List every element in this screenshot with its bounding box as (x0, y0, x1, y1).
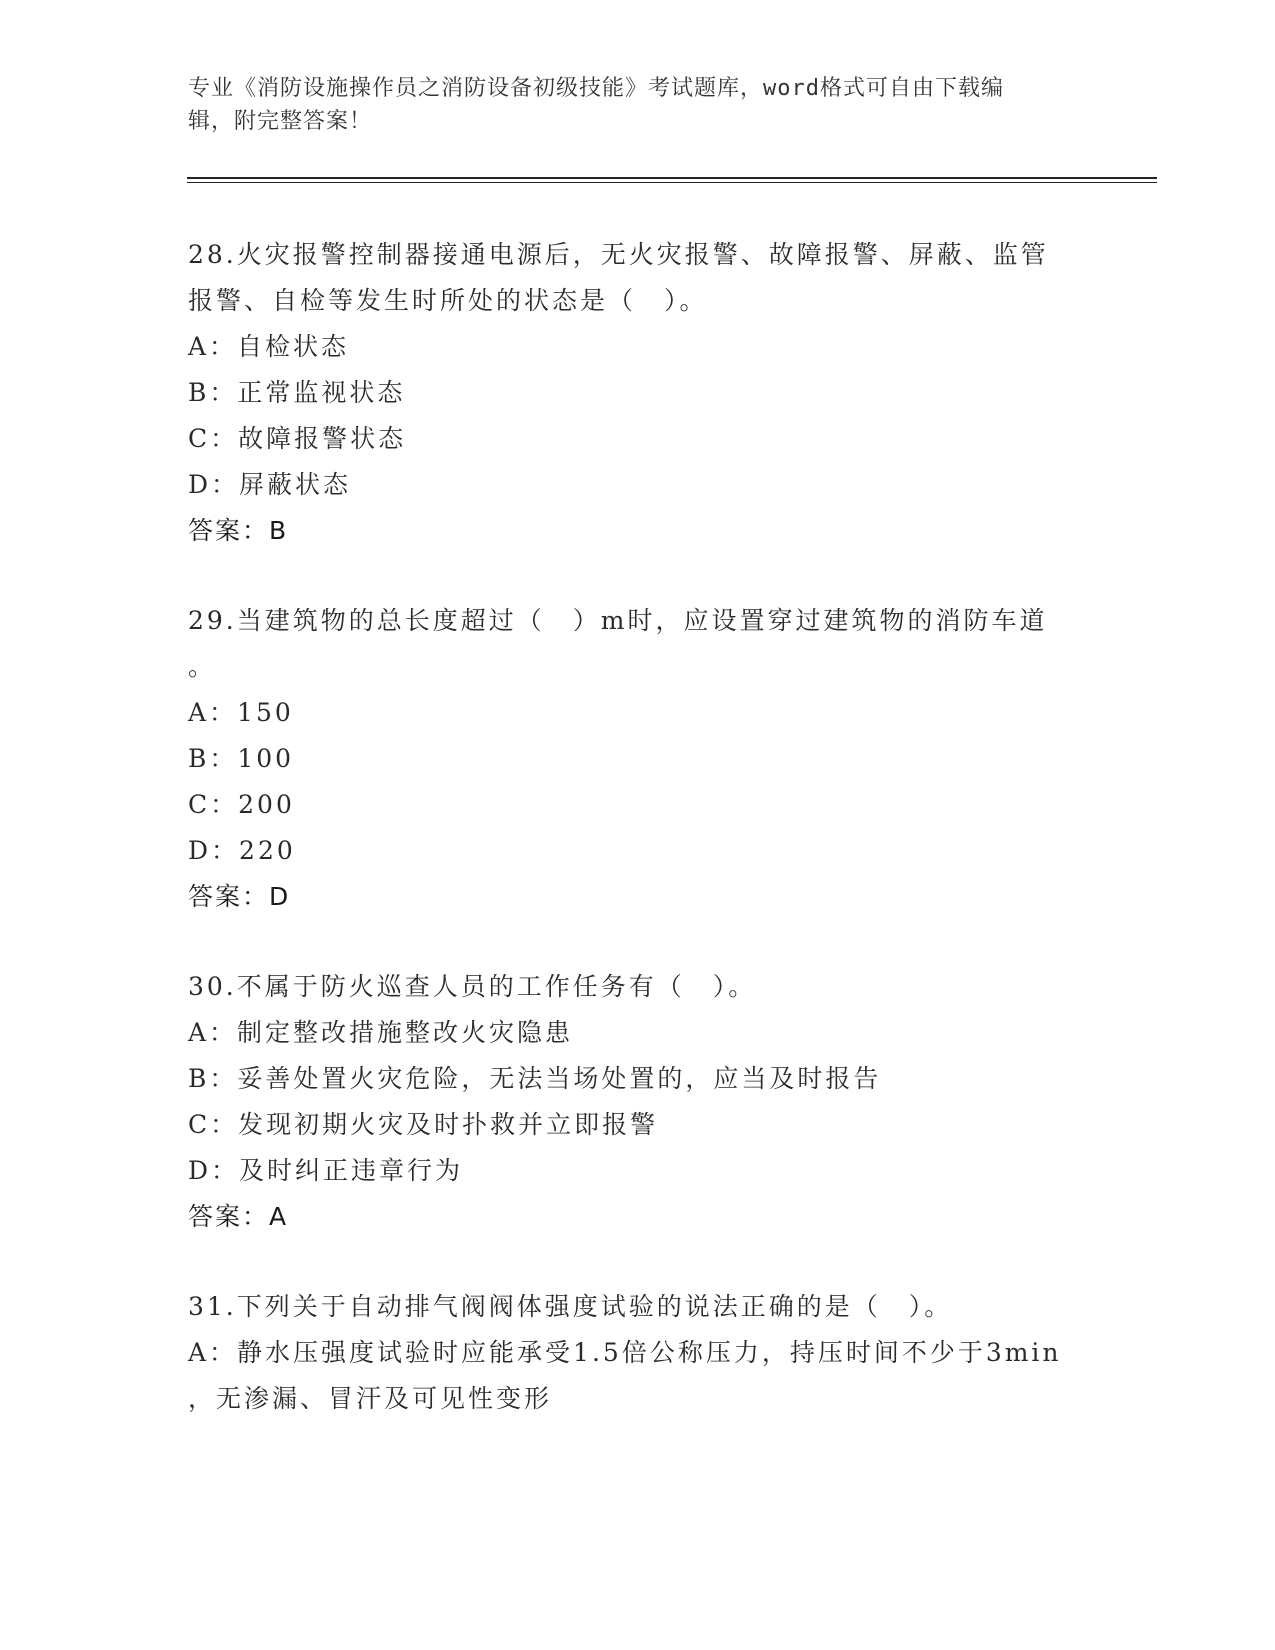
question-gap (188, 920, 1088, 964)
question-stem-line: 。 (188, 652, 217, 681)
header-rule-thin (187, 182, 1157, 183)
answer-label: 答案：D (188, 882, 291, 911)
option-a: A：制定整改措施整改火灾隐患 (188, 1018, 574, 1047)
option-d: D：屏蔽状态 (188, 470, 352, 499)
question-stem-line: 28.火灾报警控制器接通电源后，无火灾报警、故障报警、屏蔽、监管 (188, 240, 1049, 269)
option-c: C：故障报警状态 (188, 424, 407, 453)
question-gap (188, 1240, 1088, 1284)
option-a: A：静水压强度试验时应能承受1.5倍公称压力，持压时间不少于3min (188, 1338, 1062, 1367)
question-30 (188, 964, 1088, 1240)
option-b: B：100 (188, 744, 295, 773)
header-line-2: 辑，附完整答案！ (188, 109, 373, 134)
question-31 (188, 1284, 1088, 1422)
option-b: B：正常监视状态 (188, 378, 406, 407)
question-list (188, 232, 1088, 1422)
answer-label: 答案：A (188, 1202, 289, 1231)
question-stem-line: 30.不属于防火巡查人员的工作任务有（ ）。 (188, 972, 757, 1001)
header-rule-thick (187, 177, 1157, 179)
option-d: D：220 (188, 836, 296, 865)
question-stem-line: 31.下列关于自动排气阀阀体强度试验的说法正确的是（ ）。 (188, 1292, 953, 1321)
option-a: A：150 (188, 698, 294, 727)
option-d: D：及时纠正违章行为 (188, 1156, 464, 1185)
document-header (188, 72, 1088, 138)
option-c: C：发现初期火灾及时扑救并立即报警 (188, 1110, 659, 1139)
question-gap (188, 554, 1088, 598)
answer-label: 答案：B (188, 516, 289, 545)
header-line-1: 专业《消防设施操作员之消防设备初级技能》考试题库，word格式可自由下载编 (188, 76, 1004, 101)
question-stem-line: 报警、自检等发生时所处的状态是（ ）。 (188, 286, 708, 315)
question-28 (188, 232, 1088, 554)
option-b: B：妥善处置火灾危险，无法当场处置的，应当及时报告 (188, 1064, 882, 1093)
question-29 (188, 598, 1088, 920)
option-a-continued: ，无渗漏、冒汗及可见性变形 (188, 1384, 553, 1413)
question-stem-line: 29.当建筑物的总长度超过（ ）m时，应设置穿过建筑物的消防车道 (188, 606, 1048, 635)
option-c: C：200 (188, 790, 295, 819)
option-a: A：自检状态 (188, 332, 350, 361)
